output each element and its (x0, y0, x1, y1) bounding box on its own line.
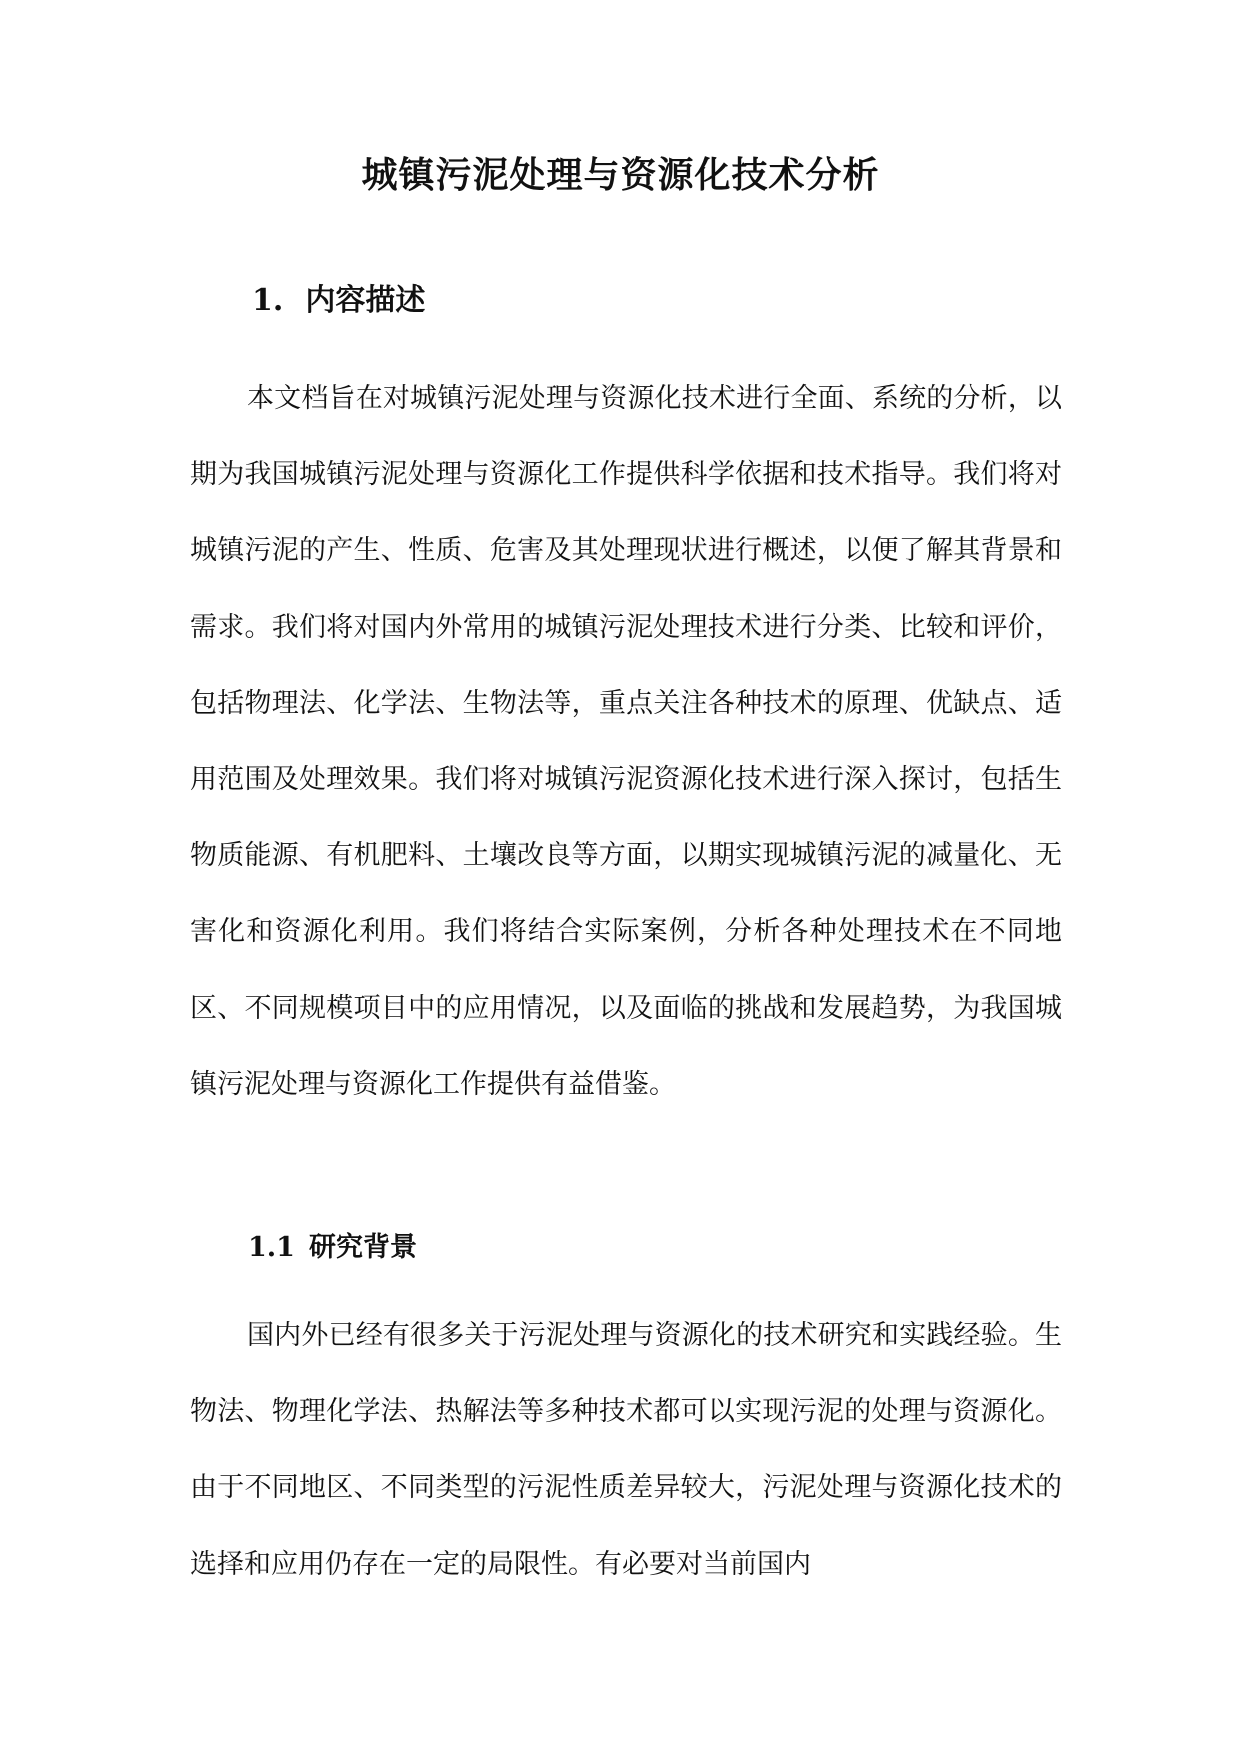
document-title: 城镇污泥处理与资源化技术分析 (361, 154, 880, 196)
subsection-title: 研究背景 (308, 1232, 417, 1263)
subsection-heading-1-1 (248, 1227, 417, 1269)
section-title: 内容描述 (305, 283, 426, 318)
section-1-paragraph: 本文档旨在对城镇污泥处理与资源化技术进行全面、系统的分析，以期为我国城镇污泥处理与资源化工作提供科学依据和技术指导。我们将对城镇污泥的产生、性质、危害及其处理现状进行概述，以便了解其背景和需求。我们将对国内外常用的城镇污泥处理技术进行分类、比较和评价，包括物理法、化学法、生物法等，重点关注各种技术的原理、优缺点、适用范围及处理效果。我们将对城镇污泥资源化技术进行深入探讨，包括生物质能源、有机肥料、土壤改良等方面，以期实现城镇污泥的减量化、无害化和资源化利用。我们将结合实际案例，分析各种处理技术在不同地区、不同规模项目中的应用情况，以及面临的挑战和发展趋势，为我国城镇污泥处理与资源化工作提供有益借鉴。 (190, 383, 1062, 1100)
subsection-number: 1.1 (248, 1232, 295, 1263)
section-1-1-paragraph: 国内外已经有很多关于污泥处理与资源化的技术研究和实践经验。生物法、物理化学法、热解法等多种技术都可以实现污泥的处理与资源化。由于不同地区、不同类型的污泥性质差异较大，污泥处理与资源化技术的选择和应用仍存在一定的局限性。有必要对当前国内 (190, 1320, 1062, 1580)
section-heading-1 (252, 278, 425, 324)
section-number: 1. (252, 283, 284, 318)
